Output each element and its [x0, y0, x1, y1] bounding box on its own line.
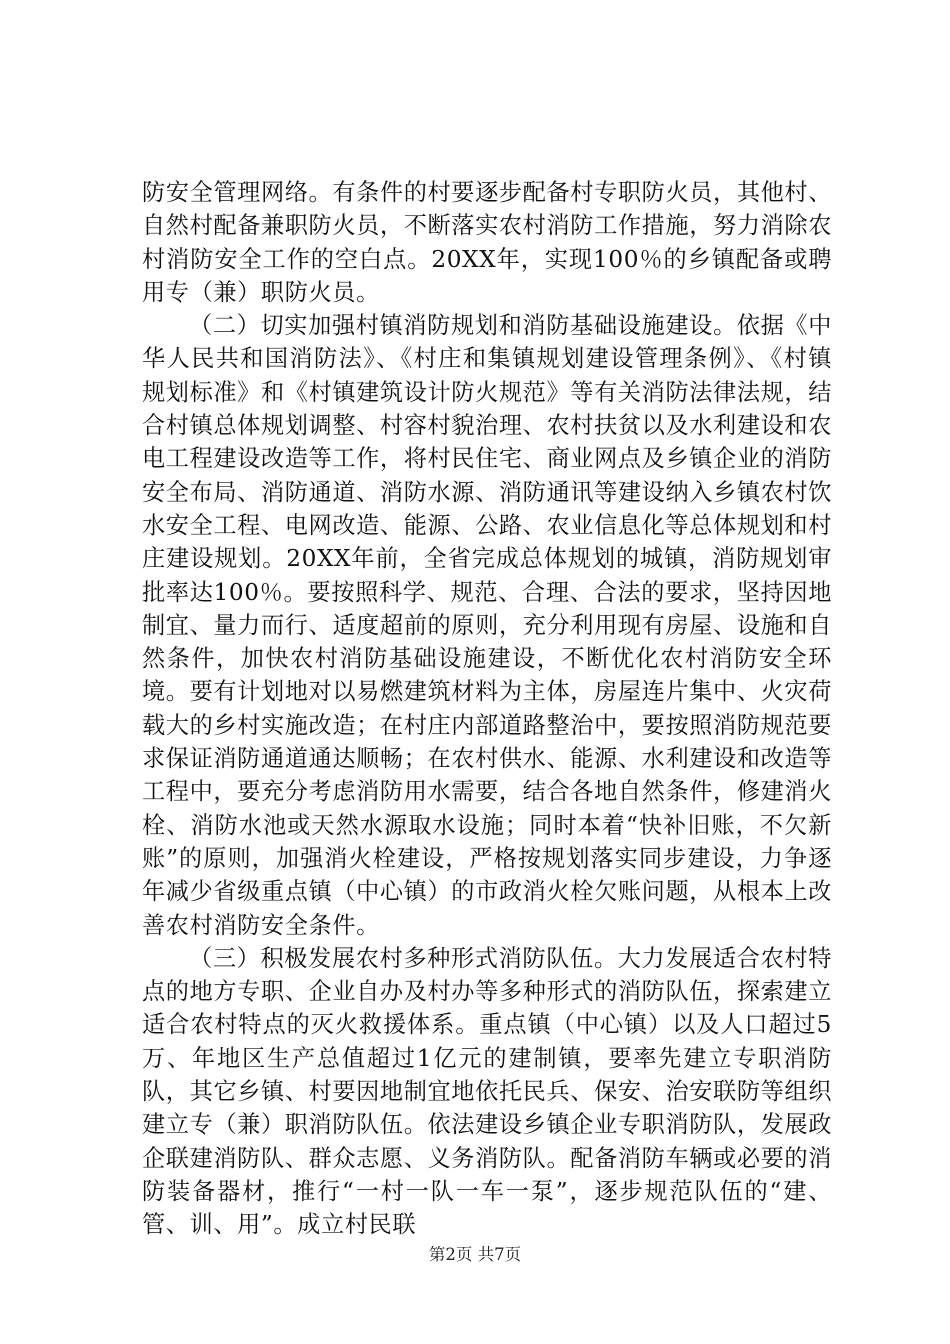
paragraph-continuation: 防安全管理网络。有条件的村要逐步配备村专职防火员，其他村、自然村配备兼职防火员，不断落实农村消防工作措施，努力消除农村消防安全工作的空白点。20XX年，实现100％的乡镇配备或聘用专（兼）职防火员。	[142, 179, 832, 306]
paragraph-section-3: （三）积极发展农村多种形式消防队伍。大力发展适合农村特点的地方专职、企业自办及村办等多种形式的消防队伍，探索建立适合农村特点的灭火救援体系。重点镇（中心镇）以及人口超过5万、年地区生产总值超过1亿元的建制镇，要率先建立专职消防队，其它乡镇、村要因地制宜地依托民兵、保安、治安联防等组织建立专（兼）职消防队伍。依法建设乡镇企业专职消防队，发展政企联建消防队、群众志愿、义务消防队。配备消防车辆或必要的消防装备器材，推行“一村一队一车一泵”，逐步规范队伍的“建、管、训、用”。成立村民联	[142, 944, 832, 1239]
paragraph-section-2: （二）切实加强村镇消防规划和消防基础设施建设。依据《中华人民共和国消防法》、《村庄和集镇规划建设管理条例》、《村镇规划标准》和《村镇建筑设计防火规范》等有关消防法律法规，结合村镇总体规划调整、村容村貌治理、农村扶贫以及水利建设和农电工程建设改造等工作，将村民住宅、商业网点及乡镇企业的消防安全布局、消防通道、消防水源、消防通讯等建设纳入乡镇农村饮水安全工程、电网改造、能源、公路、农业信息化等总体规划和村庄建设规划。20XX年前，全省完成总体规划的城镇，消防规划审批率达100％。要按照科学、规范、合理、合法的要求，坚持因地制宜、量力而行、适度超前的原则，充分利用现有房屋、设施和自然条件，加快农村消防基础设施建设，不断优化农村消防安全环境。要有计划地对以易燃建筑材料为主体，房屋连片集中、火灾荷载大的乡村实施改造；在村庄内部道路整治中，要按照消防规范要求保证消防通道通达顺畅；在农村供水、能源、水利建设和改造等工程中，要充分考虑消防用水需要，结合各地自然条件，修建消火栓、消防水池或天然水源取水设施；同时本着“快补旧账，不欠新账”的原则，加强消火栓建设，严格按规划落实同步建设，力争逐年减少省级重点镇（中心镇）的市政消火栓欠账问题，从根本上改善农村消防安全条件。	[142, 312, 832, 939]
page-number-footer: 第2页 共7页	[428, 1245, 522, 1264]
document-body	[142, 176, 832, 1242]
